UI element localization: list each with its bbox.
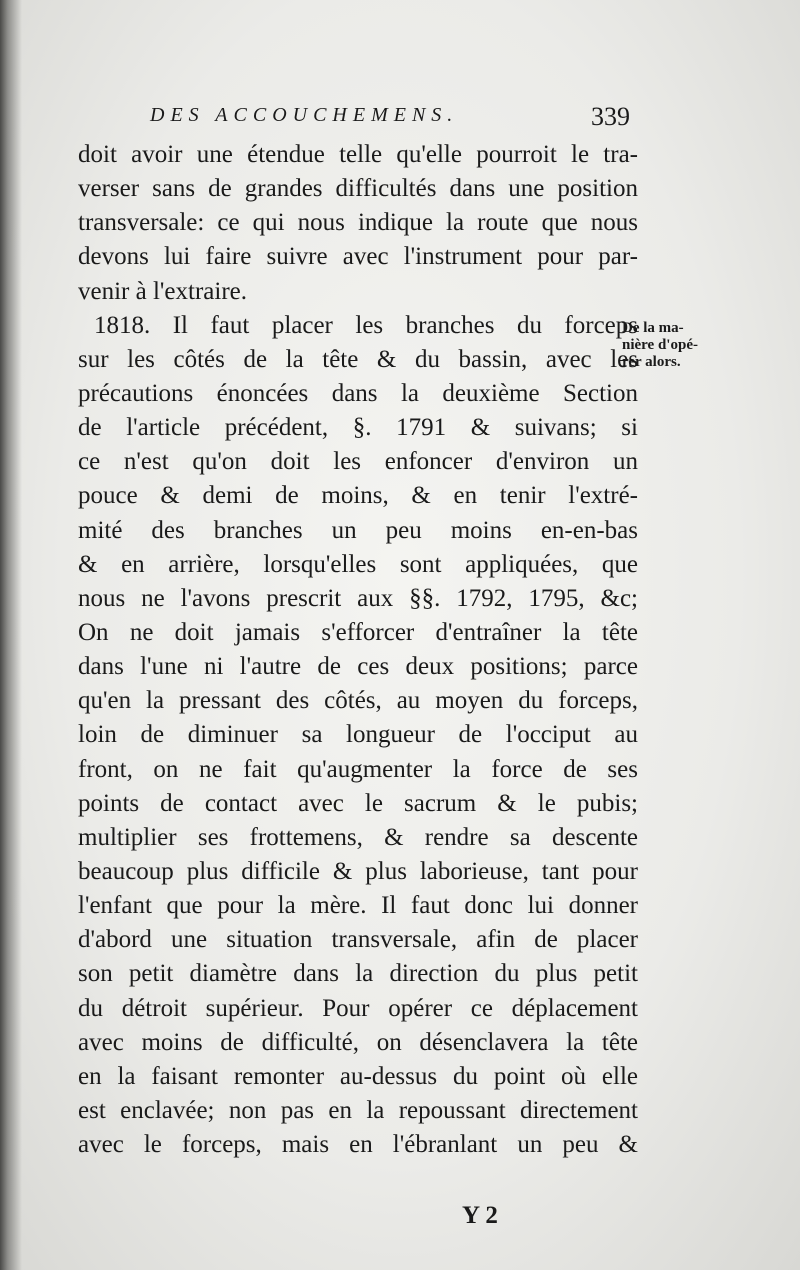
running-head bbox=[150, 102, 630, 136]
text-line: verser sans de grandes difficultés dans une position bbox=[78, 175, 638, 203]
text-line: d'abord une situation transversale, afin de placer bbox=[78, 926, 638, 954]
text-line: du détroit supérieur. Pour opérer ce déplacement bbox=[78, 994, 638, 1022]
text-line: multiplier ses frottemens, & rendre sa descente bbox=[78, 823, 638, 851]
text-line: en la faisant remonter au-dessus du point où elle bbox=[78, 1062, 638, 1090]
text-line: doit avoir une étendue telle qu'elle pourroit le tra- bbox=[78, 141, 638, 168]
body-text bbox=[78, 138, 638, 1162]
page-number: 339 bbox=[591, 102, 630, 131]
text-line: front, on ne fait qu'augmenter la force de ses bbox=[78, 755, 638, 783]
text-line: beaucoup plus difficile & plus laborieuse, tant pour bbox=[78, 857, 638, 885]
text-line: avec moins de difficulté, on désenclavera la tête bbox=[78, 1028, 638, 1056]
running-head-title: DES ACCOUCHEMENS. bbox=[150, 104, 459, 126]
text-line: points de contact avec le sacrum & le pubis; bbox=[78, 789, 638, 817]
signature-mark: Y 2 bbox=[462, 1202, 498, 1229]
paragraph-start-line: 1818. Il faut placer les branches du forceps bbox=[94, 311, 638, 339]
margin-note-line: De la ma- bbox=[622, 320, 684, 336]
text-line: pouce & demi de moins, & en tenir l'extré- bbox=[78, 482, 638, 510]
text-line: transversale: ce qui nous indique la route que nous bbox=[78, 209, 638, 237]
text-line: son petit diamètre dans la direction du plus petit bbox=[78, 960, 638, 988]
text-line: est enclavée; non pas en la repoussant directement bbox=[78, 1096, 638, 1124]
text-line: avec le forceps, mais en l'ébranlant un peu & bbox=[78, 1131, 638, 1159]
text-line: venir à l'extraire. bbox=[78, 277, 247, 305]
text-line: mité des branches un peu moins en-en-bas bbox=[78, 516, 638, 544]
text-line: & en arrière, lorsqu'elles sont appliquées, que bbox=[78, 550, 638, 578]
margin-note bbox=[622, 320, 732, 371]
text-line: de l'article précédent, §. 1791 & suivans; si bbox=[78, 414, 638, 442]
margin-note-line: nière d'opé- bbox=[622, 337, 698, 353]
text-line: précautions énoncées dans la deuxième Section bbox=[78, 379, 638, 407]
text-line: sur les côtés de la tête & du bassin, avec les bbox=[78, 345, 638, 373]
page-edge-shadow bbox=[0, 0, 22, 1270]
text-line: ce n'est qu'on doit les enfoncer d'environ un bbox=[78, 448, 638, 476]
text-line: qu'en la pressant des côtés, au moyen du forceps, bbox=[78, 687, 638, 715]
text-line: On ne doit jamais s'efforcer d'entraîner la tête bbox=[78, 618, 638, 646]
text-line: devons lui faire suivre avec l'instrument pour par- bbox=[78, 243, 638, 271]
text-line: l'enfant que pour la mère. Il faut donc lui donner bbox=[78, 892, 638, 920]
text-line: loin de diminuer sa longueur de l'occiput au bbox=[78, 721, 638, 749]
margin-note-line: rer alors. bbox=[622, 354, 681, 370]
text-line: dans l'une ni l'autre de ces deux positions; parce bbox=[78, 653, 638, 681]
text-line: nous ne l'avons prescrit aux §§. 1792, 1795, &c; bbox=[78, 584, 638, 612]
